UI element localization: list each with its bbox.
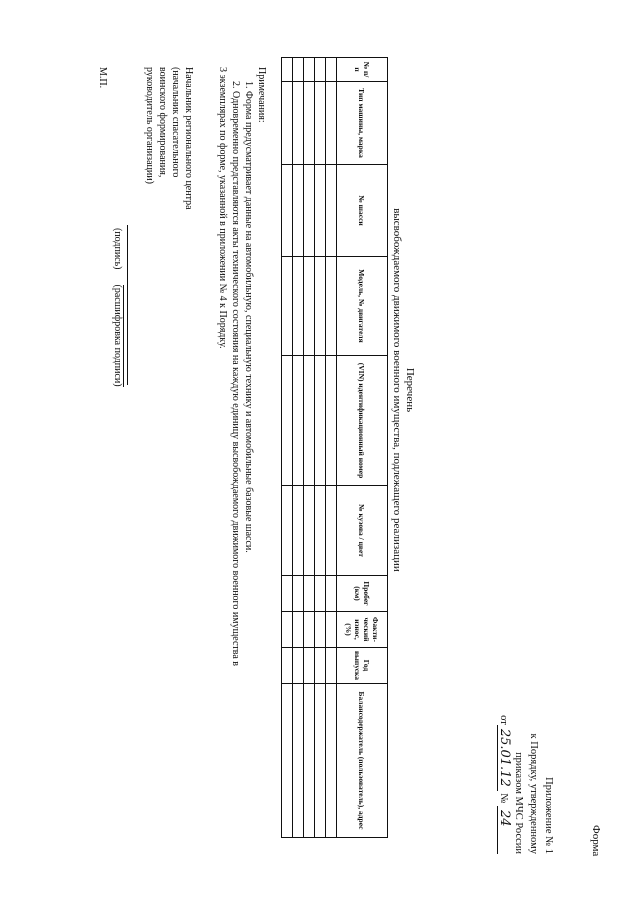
table-cell	[326, 684, 337, 838]
table-cell	[282, 257, 293, 356]
table-cell	[315, 257, 326, 356]
table-cell	[304, 58, 315, 82]
table-cell	[282, 612, 293, 648]
table-cell	[326, 165, 337, 257]
table-cell	[282, 58, 293, 82]
appendix-block	[496, 644, 556, 854]
note-1: 1. Форма предусматривает данные на автомобильную, специальную технику и автомобильные базовые шасси.	[243, 81, 254, 553]
appendix-from-prefix: от	[498, 715, 509, 725]
table-cell	[326, 576, 337, 612]
notes-heading: Примечания:	[256, 67, 267, 123]
table-cell	[304, 82, 315, 165]
table-cell	[326, 648, 337, 684]
header-vehicle-type: Тип машины, марка	[337, 82, 388, 165]
table-cell	[282, 576, 293, 612]
notes-block	[216, 67, 268, 787]
table-cell	[293, 684, 304, 838]
note-2-continuation: 3 экземплярах по форме, указанной в приложении № 4 к Порядку.	[217, 67, 228, 349]
table-cell	[315, 82, 326, 165]
table-cell	[282, 165, 293, 257]
appendix-date-line	[496, 644, 511, 854]
table-cell	[293, 82, 304, 165]
table-cell	[282, 356, 293, 486]
table-cell	[293, 58, 304, 82]
table-cell	[293, 612, 304, 648]
table-cell	[315, 486, 326, 576]
table-cell	[304, 165, 315, 257]
appendix-line-2: к Порядку, утвержденному	[528, 733, 539, 854]
table-header-row	[337, 58, 388, 838]
table-cell	[282, 684, 293, 838]
signature-captions	[112, 228, 124, 387]
table-row	[304, 58, 315, 838]
table-cell	[293, 486, 304, 576]
header-holder: Балансодержатель (пользователь), адрес	[337, 684, 388, 838]
appendix-date-handwritten: 25.01.12	[497, 725, 511, 791]
header-chassis-number: № шасси	[337, 165, 388, 257]
table-cell	[315, 58, 326, 82]
table-cell	[304, 684, 315, 838]
official-line-3: воинского формирования,	[157, 67, 168, 178]
signature-caption: (подпись)	[112, 228, 123, 270]
table-cell	[304, 356, 315, 486]
table-cell	[293, 257, 304, 356]
table-cell	[293, 165, 304, 257]
table-cell	[304, 648, 315, 684]
table-cell	[315, 684, 326, 838]
official-block	[143, 67, 195, 210]
table-cell	[304, 257, 315, 356]
title-line-2: высвобождаемого движимого военного имущества, подлежащего реализации	[391, 208, 403, 572]
table-row	[282, 58, 293, 838]
header-number: № п/п	[337, 58, 388, 82]
document-title	[390, 180, 416, 600]
signature-line	[127, 225, 128, 385]
table-cell	[326, 612, 337, 648]
table-cell	[293, 648, 304, 684]
table-cell	[293, 576, 304, 612]
official-line-4: руководитель организации)	[144, 67, 155, 184]
note-2: 2. Одновременно представляются акты технического состояния на каждую единицу высвобождаемого движимого военного имущества в	[230, 81, 241, 667]
table-cell	[282, 486, 293, 576]
official-line-2: (начальник спасательного	[170, 67, 181, 178]
appendix-number-handwritten: 24	[497, 806, 511, 854]
header-body-color: № кузова / цвет	[337, 486, 388, 576]
form-label: Форма	[590, 825, 602, 857]
table-row	[326, 58, 337, 838]
table-cell	[326, 58, 337, 82]
header-engine-model: Модель, № двигателя	[337, 257, 388, 356]
table-cell	[315, 576, 326, 612]
header-year: Год выпуска	[337, 648, 388, 684]
table-cell	[293, 356, 304, 486]
stamp-placeholder: М.П.	[97, 67, 108, 89]
table-row	[293, 58, 304, 838]
table-cell	[326, 356, 337, 486]
table-cell	[304, 486, 315, 576]
header-wear: Факти-ческий износ, (%)	[337, 612, 388, 648]
table-cell	[315, 612, 326, 648]
table-cell	[326, 82, 337, 165]
appendix-number-prefix: №	[498, 793, 509, 804]
table-row	[315, 58, 326, 838]
title-line-1: Перечень	[404, 367, 416, 413]
table-cell	[282, 648, 293, 684]
vehicle-table	[281, 57, 388, 838]
header-vin: (VIN) идентификационный номер	[337, 356, 388, 486]
table-cell	[315, 165, 326, 257]
table-cell	[315, 356, 326, 486]
signature-decode-caption: (расшифровка подписи)	[112, 284, 123, 387]
table-cell	[304, 612, 315, 648]
table-cell	[315, 648, 326, 684]
appendix-title: Приложение № 1	[543, 777, 554, 854]
table-cell	[282, 82, 293, 165]
table-cell	[326, 486, 337, 576]
appendix-line-3: приказом МЧС России	[513, 752, 524, 854]
header-mileage: Пробег (км)	[337, 576, 388, 612]
table-cell	[326, 257, 337, 356]
table-cell	[304, 576, 315, 612]
official-line-1: Начальник регионального центра	[183, 67, 194, 210]
